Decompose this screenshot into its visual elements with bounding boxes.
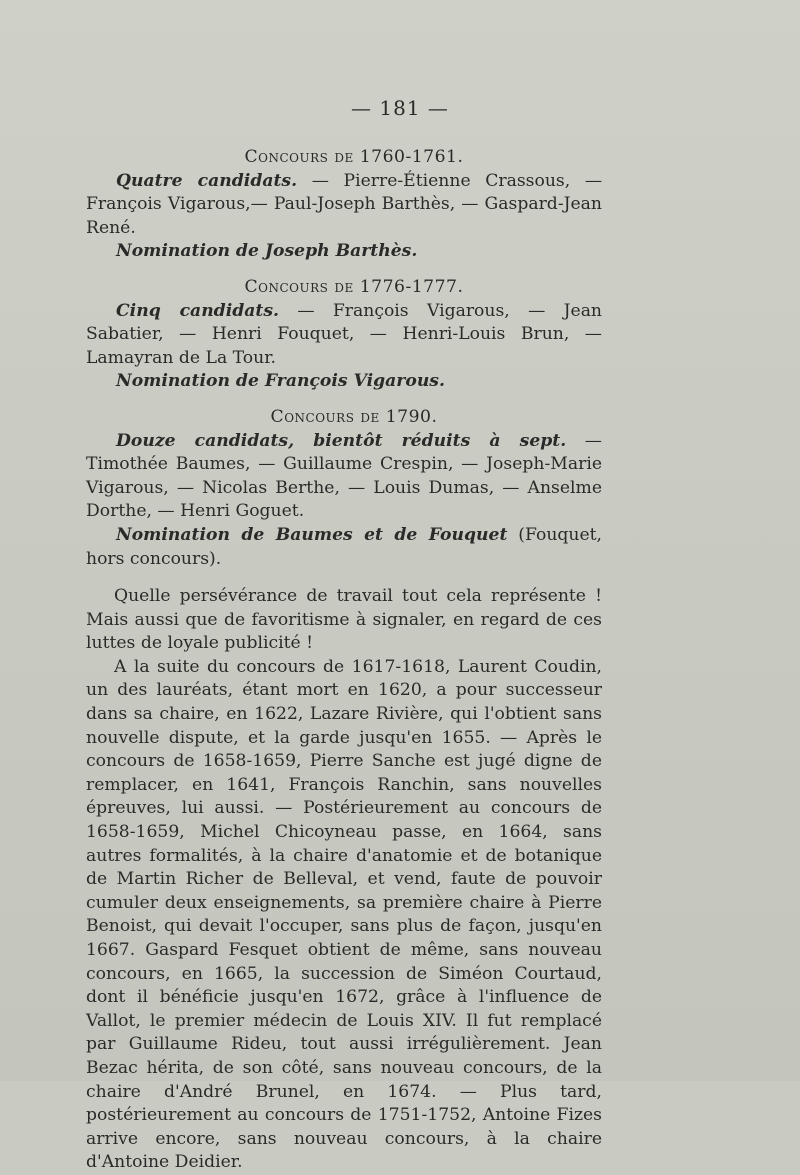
candidates-label: Cinq candidats. [116, 300, 279, 321]
candidates-list: — Timothée Baumes, — Guillaume Crespin, — Joseph-Marie Vigarous, — Nicolas Berthe, — Louis Dumas, — Anselme Dorthe, — Henri Goguet. [86, 430, 602, 522]
body-paragraph: A la suite du concours de 1617-1618, Laurent Coudin, un des lauréats, étant mort en 1620, a pour successeur dans sa chaire, en 1622, Lazare Rivière, qui l'obtient sans nouvelle dispute, et la garde jusqu'en 1655. — Après le concours de 1658-1659, Pierre Sanche est jugé digne de remplacer, en 1641, François Ranchin, sans nouvelles épreuves, lui aussi. — Postérieurement au concours de 1658-1659, Michel Chicoyneau passe, en 1664, sans autres formalités, à la chaire d'anatomie et de botanique de Martin Richer de Belleval, et vend, faute de pouvoir cumuler deux enseignements, sa première chaire à Pierre Benoist, qui devait l'occuper, sans plus de façon, jusqu'en 1667. Gaspard Fesquet obtient de même, sans nouveau concours, en 1665, la succession de Siméon Courtaud, dont il bénéficie jusqu'en 1672, grâce à l'influence de Vallot, le premier médecin de Louis XIV. Il fut remplacé par Guillaume Rideu, tout aussi irrégulièrement. Jean Bezac hérita, de son côté, sans nouveau concours, de la chaire d'André Brunel, en 1674. — Plus tard, postérieurement au concours de 1751-1752, Antoine Fizes arrive encore, sans nouveau concours, à la chaire d'Antoine Deidier. [86, 656, 602, 1173]
candidates-paragraph [86, 300, 602, 371]
section-1790 [86, 406, 602, 571]
nomination-extra: (Fouquet, hors concours). [86, 524, 603, 569]
section-heading: Concours de 1790. [270, 406, 438, 427]
candidates-label: Douze candidats, bientôt réduits à sept. [116, 430, 567, 451]
nomination-text: Nomination de Joseph Barthès. [116, 241, 418, 262]
nomination-line [86, 240, 602, 264]
section-heading: Concours de 1776-1777. [244, 276, 464, 297]
candidates-list: — Pierre-Étienne Crassous, — François Vigarous,— Paul-Joseph Barthès, — Gaspard-Jean René. [86, 170, 603, 238]
candidates-label: Quatre candidats. [116, 170, 298, 191]
section-heading: Concours de 1760-1761. [244, 147, 464, 167]
candidates-paragraph [86, 170, 602, 241]
page-content [86, 140, 602, 1175]
page-number: — 181 — [351, 96, 449, 120]
body-paragraph: Quelle persévérance de travail tout cela représente ! Mais aussi que de favoritisme à signaler, en regard de ces luttes de loyale publicité ! [86, 586, 602, 654]
nomination-text: Nomination de Baumes et de Fouquet [116, 524, 508, 545]
nomination-text: Nomination de François Vigarous. [116, 371, 445, 392]
nomination-line [86, 524, 602, 571]
body-text [86, 585, 602, 1175]
nomination-line [86, 370, 602, 394]
section-1760 [86, 146, 602, 264]
candidates-list: — François Vigarous, — Jean Sabatier, — Henri Fouquet, — Henri-Louis Brun, — Lamayran de La Tour. [86, 300, 603, 368]
candidates-paragraph [86, 430, 602, 524]
section-1776 [86, 276, 602, 394]
